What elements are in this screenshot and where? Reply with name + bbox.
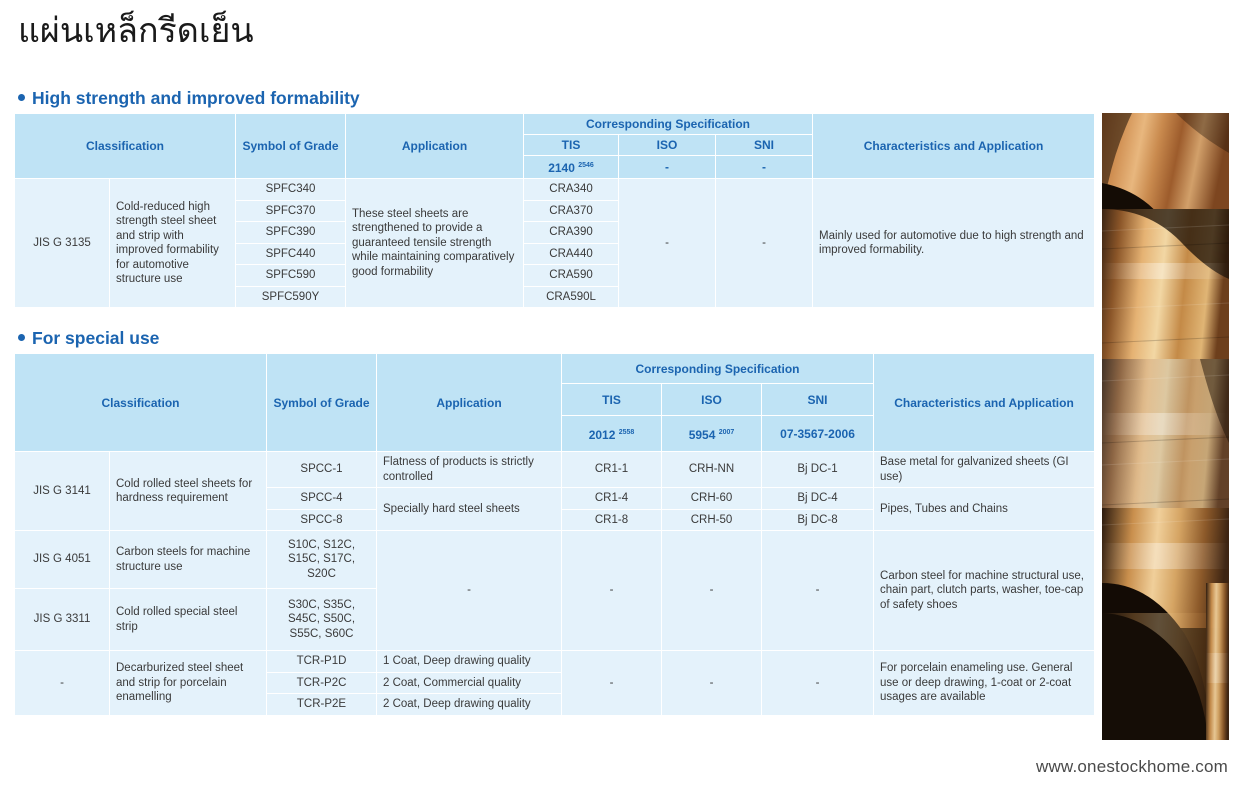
table-row [15,452,1095,488]
cell-characteristics: Pipes, Tubes and Chains [874,488,1095,531]
cell-tis-value: CR1-1 [562,452,662,488]
table-header-row-top [15,114,1095,135]
cell-tis-value: CRA590 [524,265,619,287]
th-application: Application [377,354,562,452]
cell-grade: SPFC340 [236,179,346,201]
cell-application: 1 Coat, Deep drawing quality [377,651,562,673]
cell-classification-description: Cold rolled special steel strip [110,589,267,651]
iso-number-value: 5954 [688,427,716,442]
cell-iso-value: CRH-60 [662,488,762,510]
tis-number-value: 2012 [588,427,616,442]
cell-sni-value: - [762,531,874,651]
cell-jis-standard: - [15,651,110,716]
cell-iso-value: CRH-NN [662,452,762,488]
table-high-strength [14,113,1095,308]
th-symbol-of-grade: Symbol of Grade [267,354,377,452]
cell-grade: SPFC390 [236,222,346,244]
cell-tis-value: CRA440 [524,243,619,265]
cell-classification-description: Carbon steels for machine structure use [110,531,267,589]
th-sni: SNI [716,135,813,156]
th-characteristics-and-application: Characteristics and Application [874,354,1095,452]
table-row [15,531,1095,589]
cell-grade: SPCC-4 [267,488,377,510]
th-tis: TIS [524,135,619,156]
cell-sni-value: Bj DC-1 [762,452,874,488]
cell-application: Specially hard steel sheets [377,488,562,531]
cell-grade-block: S30C, S35C, S45C, S50C, S55C, S60C [267,589,377,651]
cell-classification-description: Cold rolled steel sheets for hardness requirement [110,452,267,531]
th-application: Application [346,114,524,179]
cell-classification-description: Cold-reduced high strength steel sheet and strip with improved formability for automotive structure use [110,179,236,308]
section-heading-special-use [18,328,159,349]
cell-grade: TCR-P1D [267,651,377,673]
th-tis: TIS [562,384,662,416]
th-characteristics-and-application: Characteristics and Application [813,114,1095,179]
th-iso-number: - [619,156,716,179]
tis-number-superscript: 2558 [618,428,635,436]
cell-characteristics: Base metal for galvanized sheets (GI use) [874,452,1095,488]
cell-tis-value: CRA390 [524,222,619,244]
th-tis-number [524,156,619,179]
th-sni: SNI [762,384,874,416]
cell-tis-value: CRA590L [524,286,619,308]
cell-grade: SPFC590Y [236,286,346,308]
cell-sni-value: Bj DC-8 [762,509,874,531]
th-symbol-of-grade: Symbol of Grade [236,114,346,179]
cell-grade: SPFC590 [236,265,346,287]
cell-jis-standard: JIS G 3141 [15,452,110,531]
cell-application: 2 Coat, Deep drawing quality [377,694,562,716]
th-sni-number: 07-3567-2006 [762,416,874,452]
cell-application: 2 Coat, Commercial quality [377,672,562,694]
section-heading-label: For special use [32,328,160,348]
cell-iso-value: - [619,179,716,308]
table-header-row-top [15,354,1095,384]
cell-grade: SPCC-1 [267,452,377,488]
steel-coils-photo [1102,113,1229,740]
page-title: แผ่นเหล็กรีดเย็น [18,12,254,50]
cell-characteristics: Carbon steel for machine structural use, chain part, clutch parts, washer, toe-cap of safety shoes [874,531,1095,651]
bullet-icon [18,334,25,341]
cell-tis-value: - [562,531,662,651]
th-corresponding-specification: Corresponding Specification [524,114,813,135]
iso-number-superscript: 2007 [718,428,735,436]
section-heading-high-strength [18,88,360,109]
cell-grade: TCR-P2C [267,672,377,694]
cell-characteristics: Mainly used for automotive due to high strength and improved formability. [813,179,1095,308]
cell-grade-block: S10C, S12C, S15C, S17C, S20C [267,531,377,589]
cell-characteristics: For porcelain enameling use. General use or deep drawing, 1-coat or 2-coat usages are available [874,651,1095,716]
cell-tis-value: CR1-4 [562,488,662,510]
th-classification: Classification [15,354,267,452]
th-classification: Classification [15,114,236,179]
section-heading-label: High strength and improved formability [32,88,360,108]
th-tis-number [562,416,662,452]
th-sni-number: - [716,156,813,179]
cell-iso-value: CRH-50 [662,509,762,531]
cell-tis-value: CR1-8 [562,509,662,531]
cell-jis-standard: JIS G 4051 [15,531,110,589]
cell-application: These steel sheets are strengthened to provide a guaranteed tensile strength while maintaining comparatively good formability [346,179,524,308]
cell-grade: SPCC-8 [267,509,377,531]
th-iso-number [662,416,762,452]
website-url: www.onestockhome.com [1035,757,1228,776]
tis-number-value: 2140 [548,161,575,175]
cell-grade: TCR-P2E [267,694,377,716]
cell-sni-value: - [762,651,874,716]
cell-tis-value: - [562,651,662,716]
cell-application: - [377,531,562,651]
cell-iso-value: - [662,531,762,651]
cell-grade: SPFC440 [236,243,346,265]
tis-number-superscript: 2546 [578,162,594,169]
cell-grade: SPFC370 [236,200,346,222]
cell-tis-value: CRA370 [524,200,619,222]
bullet-icon [18,94,25,101]
cell-sni-value: Bj DC-4 [762,488,874,510]
cell-sni-value: - [716,179,813,308]
th-iso: ISO [619,135,716,156]
table-row [15,179,1095,201]
cell-classification-description: Decarburized steel sheet and strip for porcelain enamelling [110,651,267,716]
cell-iso-value: - [662,651,762,716]
th-iso: ISO [662,384,762,416]
cell-jis-standard: JIS G 3311 [15,589,110,651]
th-corresponding-specification: Corresponding Specification [562,354,874,384]
cell-tis-value: CRA340 [524,179,619,201]
table-special-use [14,353,1095,716]
cell-application: Flatness of products is strictly controlled [377,452,562,488]
steel-coils-illustration [1102,113,1229,740]
cell-jis-standard: JIS G 3135 [15,179,110,308]
table-row [15,651,1095,673]
